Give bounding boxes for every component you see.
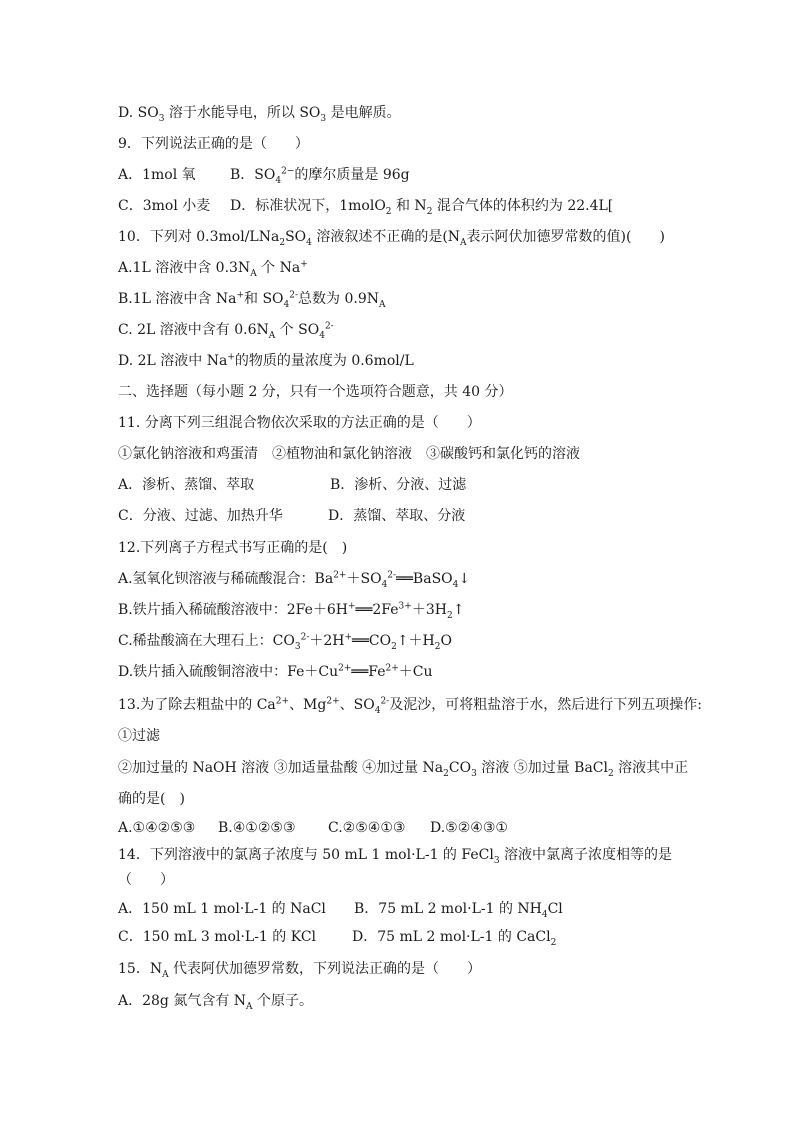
q11-stem: 11. 分离下列三组混合物依次采取的方法正确的是（ ）: [118, 415, 481, 431]
q12-option-a: A.氢氧化钡溶液与稀硫酸混合：$Ba^{2+}+SO_4^{2-}══BaSO_4↓$: [118, 570, 471, 590]
q9-stem: 9．下列说法正确的是（ ）: [118, 136, 309, 152]
q15-option-a: A．28g 氮气含有 $N_A$ 个原子。: [118, 993, 313, 1012]
q9-option-d: D．标准状况下，1molO$_2$ 和 $N_2$ 混合气体的体积约为 22.4L[: [230, 198, 614, 217]
q13-option-d: D.⑤②④③①: [430, 820, 508, 836]
q12-option-c: C.稀盐酸滴在大理石上：$CO_3^{2-}+2H^+══CO_2↑+H_2O$: [118, 632, 452, 652]
q13-option-b: B.④①②⑤③: [218, 820, 296, 836]
q13-option-c: C.②⑤④①③: [328, 820, 406, 836]
q10-option-d: D. 2L 溶液中 Na+的物质的量浓度为 0.6mol/L: [118, 352, 414, 369]
q15-stem: 15．$N_A$ 代表阿伏加德罗常数，下列说法正确的是（ ）: [118, 961, 482, 980]
q13-option-a: A.①④②⑤③: [118, 820, 196, 836]
q14-paren: （ ）: [118, 872, 174, 888]
q13-steps-2-5: ②加过量的 NaOH 溶液 ③加适量盐酸 ④加过量 $Na_2CO_3$ 溶液 ⑤加过量 BaCl$_2$ 溶液其中正: [118, 760, 689, 779]
q14-option-b: B．75 mL 2 mol·L-1 的 $NH_4Cl$: [354, 901, 563, 920]
q8-option-d: D. $SO_3$ 溶于水能导电，所以 $SO_3$ 是电解质。: [118, 105, 401, 124]
section-2-heading: 二、选择题（每小题 2 分，只有一个选项符合题意，共 40 分）: [118, 384, 513, 400]
q10-stem: 10．下列对 $0.3mol/LNa_2SO_4$ 溶液叙述不正确的是($N_A$表示阿伏加德罗常数的值)( ): [118, 229, 665, 248]
q13-stem-end: 确的是( ): [118, 791, 185, 807]
q12-stem: 12.下列离子方程式书写正确的是( ): [118, 540, 348, 556]
q11-option-b: B．渗析、分液、过滤: [330, 477, 467, 493]
q12-option-b: B.铁片插入稀硫酸溶液中：$2Fe+6H^+══2Fe^{3+}+3H_2↑$: [118, 601, 465, 621]
q10-option-b: B.1L 溶液中含 Na+和 $SO_4^{2-}$总数为 $0.9N_A$: [118, 290, 386, 310]
q14-stem: 14．下列溶液中的氯离子浓度与 50 mL 1 mol·L-1 的 FeCl$_3$ 溶液中氯离子浓度相等的是: [118, 847, 672, 866]
q10-option-a: A.1L 溶液中含 $0.3N_A$ 个 Na+: [118, 259, 308, 279]
q12-option-d: D.铁片插入硫酸铜溶液中：$Fe+Cu^{2+}══Fe^{2+}+Cu$: [118, 663, 433, 680]
q9-option-a: A．1mol 氧: [118, 167, 196, 183]
q14-option-a: A．150 mL 1 mol·L-1 的 NaCl: [118, 901, 326, 917]
q14-option-c: C．150 mL 3 mol·L-1 的 KCl: [118, 929, 317, 945]
q10-option-c: C. 2L 溶液中含有 $0.6N_A$ 个 $SO_4^{2-}$: [118, 321, 334, 341]
q11-option-d: D．蒸馏、萃取、分液: [328, 508, 466, 524]
q11-option-c: C．分液、过滤、加热升华: [118, 508, 283, 524]
q13-stem: 13.为了除去粗盐中的 $Ca^{2+}$、$Mg^{2+}$、$SO_4^{2-}$及泥沙，可将粗盐溶于水，然后进行下列五项操作:: [118, 696, 702, 716]
q9-option-b: B．$SO_4^{2-}$的摩尔质量是 96g: [230, 166, 410, 186]
q11-mixtures: ①氯化钠溶液和鸡蛋清 ②植物油和氯化钠溶液 ③碳酸钙和氯化钙的溶液: [118, 446, 580, 462]
q13-step-1: ①过滤: [118, 728, 160, 744]
q14-option-d: D．75 mL 2 mol·L-1 的 CaCl$_2$: [352, 929, 557, 948]
q11-option-a: A．渗析、蒸馏、萃取: [118, 477, 255, 493]
q9-option-c: C．3mol 小麦: [118, 198, 211, 214]
